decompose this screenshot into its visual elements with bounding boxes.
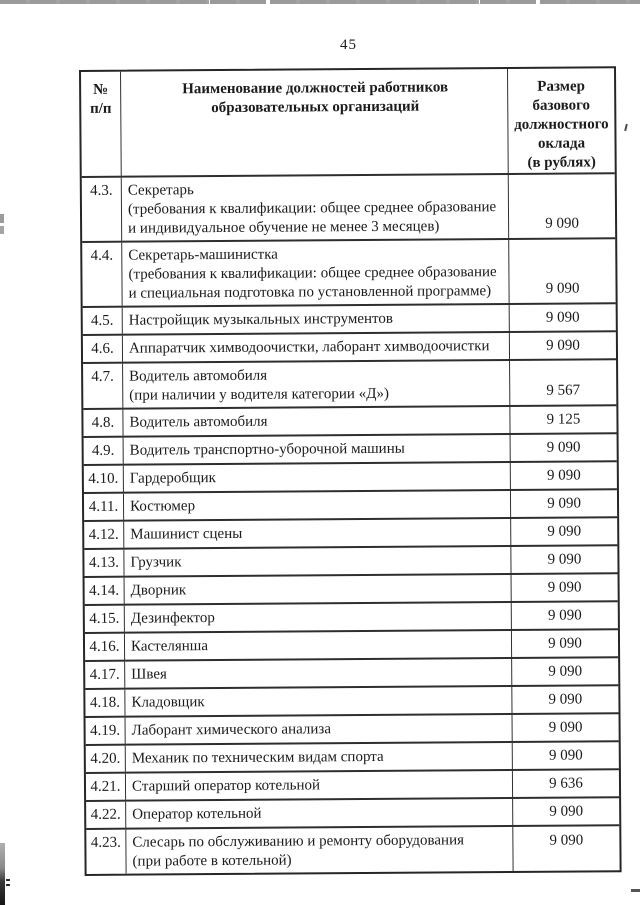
row-number: 4.19. bbox=[86, 718, 126, 744]
scan-mark bbox=[6, 879, 10, 881]
position-qualification-note: (требования к квалификации: общее среднее образование и индивидуальное обучение не менее 3 месяцев) bbox=[127, 199, 497, 237]
table-row bbox=[83, 358, 616, 408]
row-number: 4.3. bbox=[82, 178, 122, 241]
row-number: 4.12. bbox=[84, 522, 124, 548]
table-row bbox=[85, 628, 618, 660]
position-title: Секретарь-машинистка bbox=[128, 246, 278, 264]
scan-mark bbox=[631, 889, 640, 892]
row-position bbox=[124, 435, 511, 464]
table-header-row bbox=[81, 68, 615, 176]
row-number: 4.4. bbox=[82, 243, 122, 306]
row-number: 4.6. bbox=[83, 336, 123, 362]
row-number: 4.22. bbox=[86, 802, 126, 828]
table-row bbox=[84, 516, 617, 548]
position-title: Аппаратчик химводоочистки, лаборант химводоочистки bbox=[128, 338, 490, 357]
position-qualification-note: (требования к квалификации: общее среднее образование и специальная подготовка по установленной программе) bbox=[128, 264, 497, 302]
row-salary: 9 090 bbox=[546, 467, 581, 484]
row-number: 4.10. bbox=[84, 466, 124, 492]
table-row bbox=[82, 237, 615, 306]
row-salary: 9 090 bbox=[548, 635, 582, 652]
position-title: Дворник bbox=[130, 582, 187, 599]
header-col-name: Наименование должностей работников образовательных организаций bbox=[121, 69, 509, 176]
row-number: 4.8. bbox=[83, 410, 123, 436]
position-title: Секретарь bbox=[127, 182, 194, 199]
table-row bbox=[86, 796, 619, 828]
table-row bbox=[84, 460, 617, 492]
row-salary: 9 090 bbox=[547, 607, 582, 624]
table-row bbox=[83, 404, 616, 436]
table-row bbox=[86, 768, 619, 800]
row-salary: 9 090 bbox=[548, 691, 583, 708]
row-position bbox=[123, 407, 510, 436]
position-title: Оператор котельной bbox=[132, 805, 262, 823]
row-salary: 9 090 bbox=[545, 215, 580, 232]
row-salary: 9 090 bbox=[545, 280, 580, 297]
row-position bbox=[126, 827, 513, 874]
row-number: 4.17. bbox=[85, 662, 125, 688]
row-salary: 9 125 bbox=[546, 411, 581, 428]
page-number: 45 bbox=[340, 37, 357, 53]
position-title: Водитель автомобиля bbox=[129, 367, 268, 385]
row-position bbox=[125, 631, 512, 660]
row-position bbox=[123, 305, 510, 334]
position-title: Настройщик музыкальных инструментов bbox=[128, 310, 394, 329]
row-salary: 9 090 bbox=[549, 802, 584, 820]
position-qualification-note: (при работе в котельной) bbox=[132, 852, 292, 870]
position-title: Старший оператор котельной bbox=[131, 777, 321, 795]
table-row bbox=[84, 432, 617, 464]
table-row bbox=[83, 330, 616, 362]
row-number: 4.20. bbox=[86, 746, 126, 772]
position-title: Механик по техническим видам спорта bbox=[131, 748, 384, 767]
row-salary: 9 090 bbox=[547, 523, 582, 540]
row-position bbox=[122, 240, 509, 306]
position-title: Водитель автомобиля bbox=[129, 413, 268, 431]
row-position bbox=[122, 175, 509, 241]
row-salary: 9 090 bbox=[547, 579, 582, 596]
row-position bbox=[126, 799, 513, 828]
row-number: 4.15. bbox=[85, 606, 125, 632]
position-title: Лаборант химического анализа bbox=[131, 721, 332, 739]
table-row bbox=[86, 824, 619, 874]
table-row bbox=[83, 302, 616, 334]
row-number: 4.21. bbox=[86, 774, 126, 800]
salary-table bbox=[79, 66, 622, 876]
table-row bbox=[84, 544, 617, 576]
scan-mark bbox=[0, 843, 5, 905]
position-title: Кастелянша bbox=[130, 638, 209, 655]
header-col-num: № п/п bbox=[81, 72, 122, 176]
position-qualification-note: (при наличии у водителя категории «Д») bbox=[129, 385, 389, 404]
table-row bbox=[85, 600, 618, 632]
position-title: Кладовщик bbox=[131, 694, 205, 711]
row-position bbox=[124, 547, 511, 576]
row-position bbox=[125, 603, 512, 632]
position-title: Гардеробщик bbox=[129, 470, 216, 487]
table-row bbox=[82, 172, 615, 241]
row-number: 4.18. bbox=[85, 690, 125, 716]
row-position bbox=[124, 519, 511, 548]
row-number: 4.14. bbox=[85, 578, 125, 604]
scan-mark bbox=[6, 884, 10, 886]
table-row bbox=[85, 572, 618, 604]
position-title: Швея bbox=[131, 666, 167, 683]
row-salary: 9 090 bbox=[548, 719, 583, 736]
row-number: 4.16. bbox=[85, 634, 125, 660]
row-salary: 9 636 bbox=[549, 774, 583, 792]
position-title: Водитель транспортно-уборочной машины bbox=[129, 440, 405, 459]
row-salary: 9 090 bbox=[547, 495, 581, 512]
scan-mark bbox=[0, 214, 4, 223]
row-position bbox=[125, 659, 512, 688]
position-title: Костюмер bbox=[129, 498, 196, 515]
position-title: Машинист сцены bbox=[130, 525, 243, 543]
row-number: 4.9. bbox=[84, 438, 124, 464]
header-col-salary: Размер базового должностного оклада (в рублях) bbox=[514, 78, 609, 171]
row-salary: 9 090 bbox=[545, 309, 580, 326]
row-salary: 9 567 bbox=[546, 382, 581, 399]
row-position bbox=[125, 687, 512, 716]
table-row bbox=[86, 740, 619, 772]
row-position bbox=[125, 575, 512, 604]
row-position bbox=[123, 333, 510, 362]
row-position bbox=[124, 463, 511, 492]
scan-mark bbox=[0, 226, 4, 234]
row-position bbox=[126, 743, 513, 772]
scan-mark bbox=[624, 124, 628, 131]
position-title: Слесарь по обслуживанию и ремонту оборудования bbox=[132, 832, 465, 851]
row-position bbox=[126, 771, 513, 800]
position-title: Грузчик bbox=[130, 554, 182, 571]
row-salary: 9 090 bbox=[549, 832, 584, 849]
row-salary: 9 090 bbox=[548, 663, 583, 680]
row-number: 4.7. bbox=[83, 364, 123, 408]
row-number: 4.23. bbox=[86, 830, 126, 874]
table-row bbox=[84, 488, 617, 520]
row-position bbox=[126, 715, 513, 744]
row-salary: 9 090 bbox=[546, 439, 581, 456]
row-number: 4.5. bbox=[83, 308, 123, 334]
row-salary: 9 090 bbox=[548, 747, 583, 764]
row-number: 4.11. bbox=[84, 494, 124, 520]
table-row bbox=[85, 656, 618, 688]
document-sheet bbox=[79, 66, 622, 876]
position-title: Дезинфектор bbox=[130, 610, 215, 627]
row-position bbox=[123, 361, 510, 408]
row-salary: 9 090 bbox=[546, 337, 580, 354]
row-position bbox=[124, 491, 511, 520]
table-row bbox=[86, 712, 619, 744]
row-number: 4.13. bbox=[84, 550, 124, 576]
table-row bbox=[85, 684, 618, 716]
scan-edge-artifact bbox=[0, 0, 640, 4]
row-salary: 9 090 bbox=[547, 551, 582, 568]
